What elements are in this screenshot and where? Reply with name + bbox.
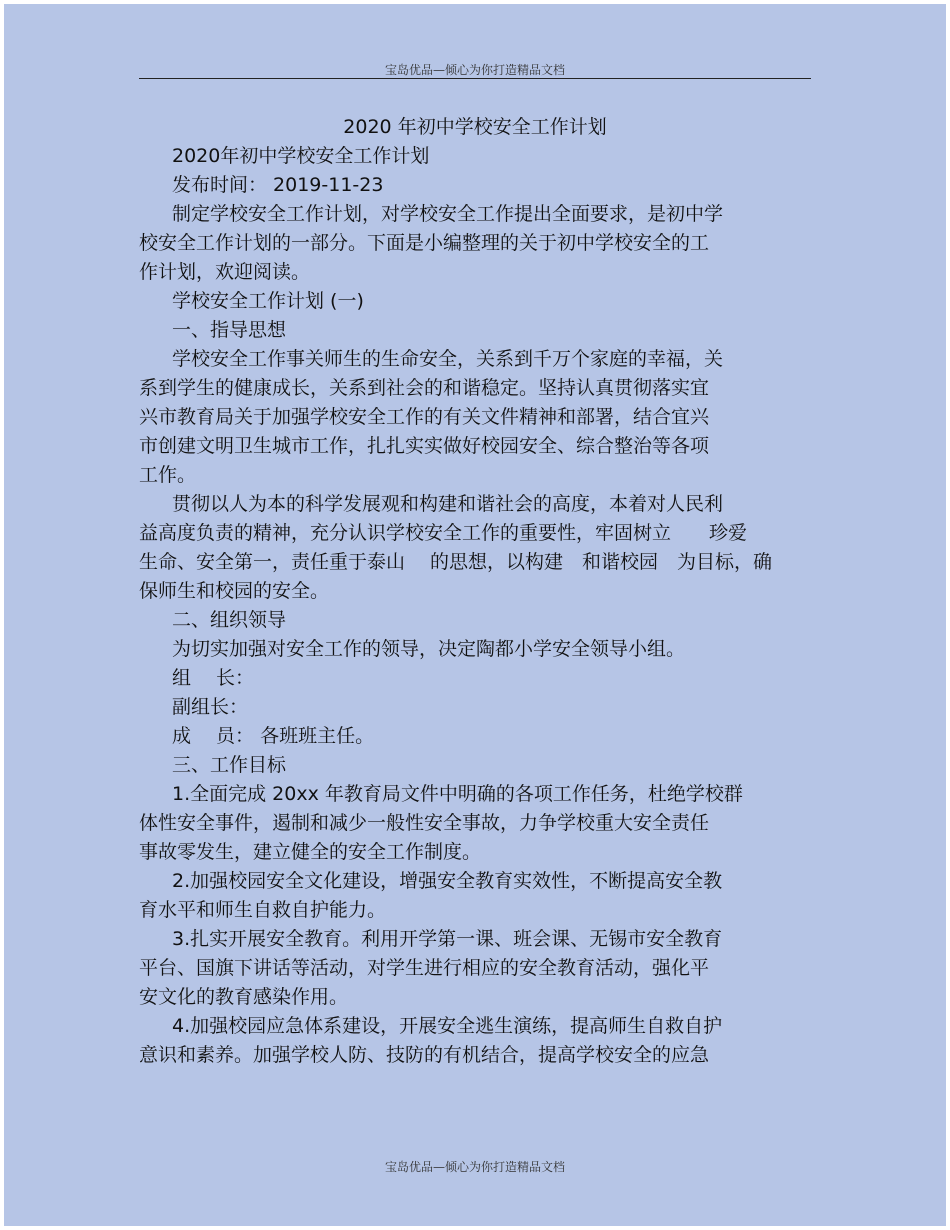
paragraph [139,751,811,780]
paragraph [139,664,811,693]
paragraph [139,780,811,867]
paragraph-line: 市创建文明卫生城市工作，扎扎实实做好校园安全、综合整治等各项 [139,435,710,457]
header-divider [139,78,811,79]
paragraph [139,142,811,171]
paragraph-line: 3.扎实开展安全教育。利用开学第一课、班会课、无锡市安全教育 [172,928,723,950]
paragraph-line: 发布时间： 2019-11-23 [172,174,384,196]
paragraph [139,1012,811,1070]
paragraph-line: 益高度负责的精神，充分认识学校安全工作的重要性，牢固树立 珍爱 [139,522,748,544]
paragraph [139,606,811,635]
paragraph-line: 工作。 [139,464,197,486]
paragraph [139,925,811,1012]
paragraph-line: 学校安全工作计划 (一) [172,290,364,312]
paragraph [139,316,811,345]
paragraph [139,345,811,490]
paragraph [139,693,811,722]
paragraph-line: 制定学校安全工作计划，对学校安全工作提出全面要求，是初中学 [172,203,724,225]
paragraph-line: 学校安全工作事关师生的生命安全，关系到千万个家庭的幸福，关 [172,348,724,370]
paragraph-line: 意识和素养。加强学校人防、技防的有机结合，提高学校安全的应急 [139,1044,710,1066]
page-header: 宝岛优品—倾心为你打造精品文档 [384,63,565,77]
paragraph-line: 三、工作目标 [172,754,287,776]
paragraph [139,490,811,606]
paragraph-line: 育水平和师生自救自护能力。 [139,899,387,921]
paragraph-line: 组 长： [172,667,255,689]
paragraph [139,635,811,664]
paragraph-line: 2.加强校园安全文化建设，增强安全教育实效性，不断提高安全教 [172,870,723,892]
paragraph-line: 贯彻以人为本的科学发展观和构建和谐社会的高度，本着对人民利 [172,493,724,515]
page-footer: 宝岛优品—倾心为你打造精品文档 [384,1160,565,1174]
document-title: 2020 年初中学校安全工作计划 [343,116,607,138]
paragraph-line: 安文化的教育感染作用。 [139,986,349,1008]
paragraph-line: 4.加强校园应急体系建设，开展安全逃生演练，提高师生自救自护 [172,1015,723,1037]
paragraph [139,287,811,316]
paragraph-line: 校安全工作计划的一部分。下面是小编整理的关于初中学校安全的工 [139,232,710,254]
paragraph [139,200,811,287]
document-page [4,4,946,1226]
paragraph-line: 系到学生的健康成长，关系到社会的和谐稳定。坚持认真贯彻落实宜 [139,377,710,399]
paragraph [139,722,811,751]
paragraph-line: 一、指导思想 [172,319,287,341]
paragraph-line: 成 员： 各班班主任。 [172,725,375,747]
paragraph-line: 为切实加强对安全工作的领导，决定陶都小学安全领导小组。 [172,638,686,660]
paragraph-line: 兴市教育局关于加强学校安全工作的有关文件精神和部署，结合宜兴 [139,406,710,428]
document-body [139,113,811,1070]
paragraph-line: 体性安全事件，遏制和减少一般性安全事故，力争学校重大安全责任 [139,812,710,834]
paragraph [139,867,811,925]
paragraph-line: 1.全面完成 20xx 年教育局文件中明确的各项工作任务，杜绝学校群 [172,783,743,805]
paragraph-line: 作计划，欢迎阅读。 [139,261,311,283]
paragraph-line: 事故零发生，建立健全的安全工作制度。 [139,841,482,863]
paragraph-line: 平台、国旗下讲话等活动，对学生进行相应的安全教育活动，强化平 [139,957,710,979]
paragraph [139,171,811,200]
paragraph-line: 2020年初中学校安全工作计划 [172,145,430,167]
paragraph-line: 副组长： [172,696,249,718]
paragraph-line: 生命、安全第一，责任重于泰山 的思想，以构建 和谐校园 为目标，确 [139,551,773,573]
paragraph-list [139,142,811,1070]
paragraph-line: 保师生和校园的安全。 [139,580,330,602]
paragraph-line: 二、组织领导 [172,609,287,631]
